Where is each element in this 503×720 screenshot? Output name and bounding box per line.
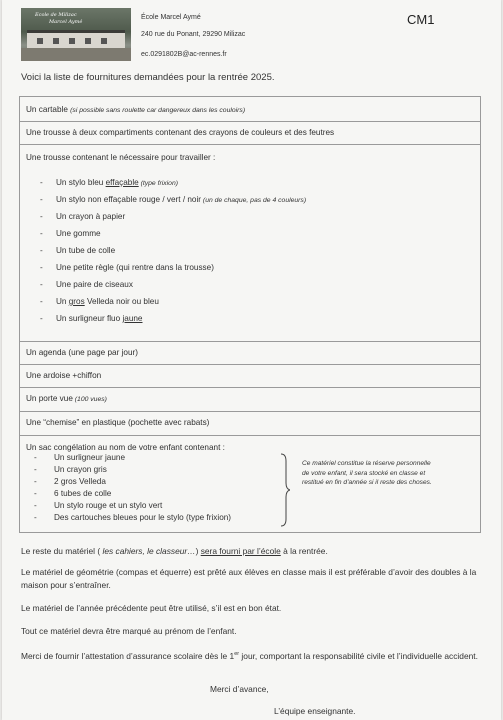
trousse-deux-text: Une trousse à deux compartiments contenant des crayons de couleurs et des feutres bbox=[26, 128, 335, 137]
school-photo bbox=[21, 8, 131, 61]
paragraph-geometrie: Le matériel de géométrie (compas et équerre) est prêté aux élèves en classe mais il est préférable d’avoir des doubles à la maison pour s’entraîner. bbox=[21, 567, 477, 590]
list-item: Un stylo rouge et un stylo vert bbox=[54, 501, 163, 510]
cartable-text: Un cartable bbox=[26, 105, 68, 114]
school-address: 240 rue du Ponant, 29290 Milizac bbox=[141, 31, 246, 38]
chemise-text: Une “chemise” en plastique (pochette avec rabats) bbox=[26, 418, 210, 427]
list-item: Une petite règle (qui rentre dans la trousse) bbox=[56, 263, 214, 272]
list-item: Un tube de colle bbox=[56, 246, 116, 255]
list-item: Un crayon gris bbox=[54, 465, 107, 474]
curly-brace bbox=[280, 453, 290, 527]
supplies-table bbox=[19, 96, 481, 533]
paragraph-annee-precedente: Le matériel de l’année précédente peut être utilisé, s’il est en bon état. bbox=[21, 603, 282, 613]
porte-vue-text: Un porte vue bbox=[26, 394, 73, 403]
list-item: Un surligneur jaune bbox=[54, 453, 126, 462]
list-item: Un crayon à papier bbox=[56, 212, 126, 221]
cartable-note: (si possible sans roulette car dangereux dans les couloirs) bbox=[70, 107, 246, 114]
row-agenda bbox=[20, 341, 480, 365]
list-item: 2 gros Velleda bbox=[54, 477, 106, 486]
row-ardoise bbox=[20, 364, 480, 388]
ardoise-text: Une ardoise +chiffon bbox=[26, 371, 102, 380]
school-name: École Marcel Aymé bbox=[141, 14, 201, 21]
photo-sign-line1: Ecole de Milizac bbox=[35, 12, 77, 18]
list-item: Une gomme bbox=[56, 229, 101, 238]
row-cartable bbox=[20, 97, 480, 122]
paragraph-assurance: Merci de fournir l’attestation d’assurance scolaire dès le 1er jour, comportant la responsabilité civile et l’individuelle accident. bbox=[21, 650, 478, 661]
reserve-note: Ce matériel constitue la réserve personnelle de votre enfant, il sera stocké en classe et restitué en fin d’année si il reste des choses. bbox=[302, 460, 432, 487]
list-item: Une paire de ciseaux bbox=[56, 280, 133, 289]
trousse-travail-title: Une trousse contenant le nécessaire pour travailler : bbox=[26, 153, 216, 162]
list-item: Un stylo bleu effaçable (type frixion) bbox=[56, 178, 178, 187]
list-item: Un surligneur fluo jaune bbox=[56, 314, 143, 323]
intro-text: Voici la liste de fournitures demandées pour la rentrée 2025. bbox=[21, 72, 275, 83]
thanks-text: Merci d’avance, bbox=[210, 684, 269, 694]
document-page bbox=[2, 0, 501, 720]
paragraph-marquage: Tout ce matériel devra être marqué au prénom de l’enfant. bbox=[21, 626, 237, 636]
list-item: Un stylo non effaçable rouge / vert / noir (un de chaque, pas de 4 couleurs) bbox=[56, 195, 307, 204]
paragraph-reste-materiel: Le reste du matériel ( les cahiers, le classeur…) sera fourni par l’école à la rentrée. bbox=[21, 546, 328, 556]
row-chemise bbox=[20, 411, 480, 436]
row-porte-vue bbox=[20, 387, 480, 412]
signature-text: L’équipe enseignante. bbox=[274, 706, 356, 716]
row-sac: Un sac congélation au nom de votre enfant contenant : - Un surligneur jaune - Un crayon gris - 2 gros Velleda - 6 tubes de colle - Un stylo rouge et un stylo vert - Des cartouches bleues pour le stylo (type frixion) Ce matériel constitue la réserve personnelle de votre enfant, il sera stocké en classe et restitué en fin d’année si il reste des choses. bbox=[20, 435, 480, 532]
agenda-text: Un agenda (une page par jour) bbox=[26, 348, 138, 357]
list-item: 6 tubes de colle bbox=[54, 489, 112, 498]
school-email: ec.0291802B@ac-rennes.fr bbox=[141, 51, 227, 58]
row-trousse-travail: Une trousse contenant le nécessaire pour travailler : - Un stylo bleu effaçable (type frixion) - Un stylo non effaçable rouge / vert / noir (un de chaque, pas de 4 couleurs) - Un crayon à papier - Une gomme - Un tube de colle - Une petite règle (qui rentre dans la trousse) - Une paire de ciseaux - Un gros Velleda noir ou bleu - Un surligneur fluo jaune bbox=[20, 144, 480, 342]
list-item: Des cartouches bleues pour le stylo (type frixion) bbox=[54, 513, 232, 522]
sac-title: Un sac congélation au nom de votre enfant contenant : bbox=[26, 443, 225, 452]
porte-vue-note: (100 vues) bbox=[72, 396, 107, 403]
class-label: CM1 bbox=[407, 12, 435, 27]
list-item: Un gros Velleda noir ou bleu bbox=[56, 297, 159, 306]
photo-sign-line2: Marcel Aymé bbox=[49, 19, 83, 25]
row-trousse-deux bbox=[20, 121, 480, 145]
